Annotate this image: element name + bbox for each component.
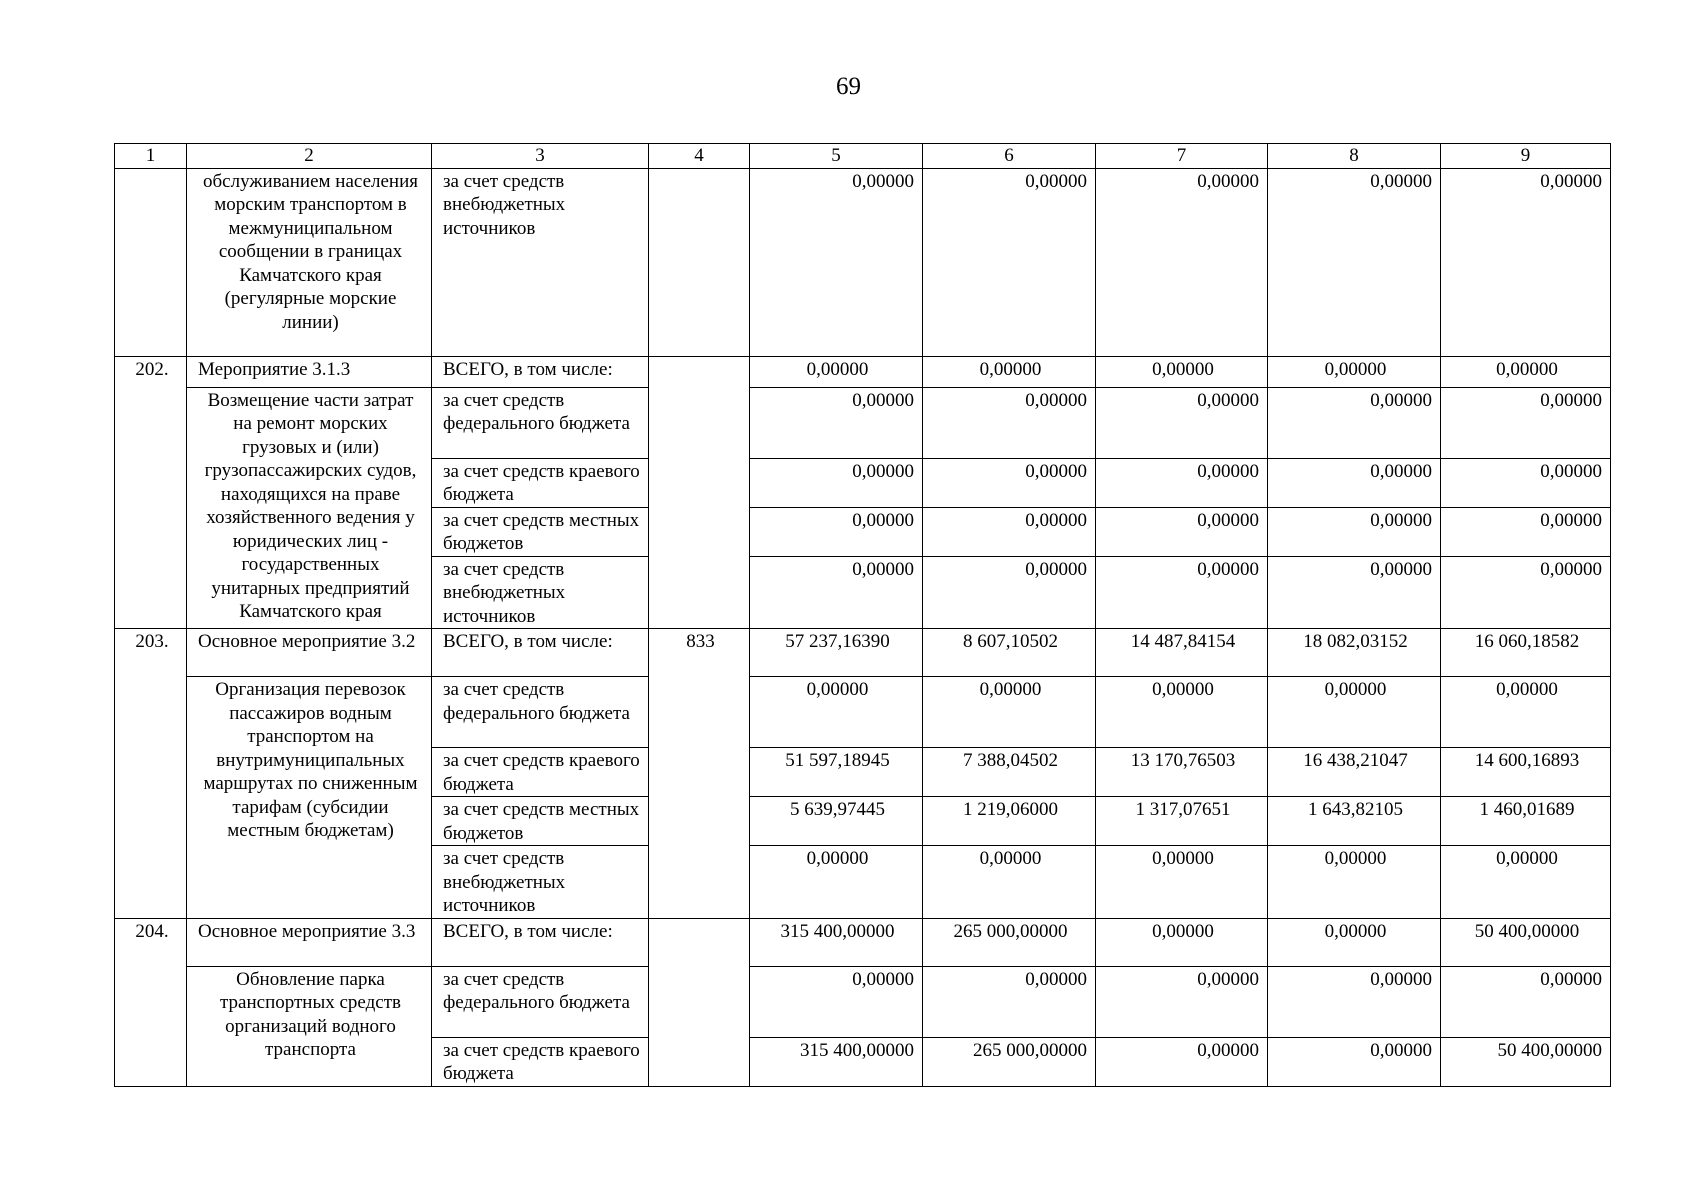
- activity-description: Обновление парка транспортных средств организаций водного транспорта: [187, 966, 432, 1086]
- table-row: [115, 168, 1611, 356]
- value-cell: 0,00000: [750, 507, 923, 556]
- row-number: 204.: [115, 918, 187, 1086]
- column-header: 7: [1096, 144, 1268, 169]
- table-row: [115, 677, 1611, 748]
- value-cell: 315 400,00000: [750, 918, 923, 966]
- activity-title: Мероприятие 3.1.3: [187, 356, 432, 387]
- value-cell: 1 317,07651: [1096, 797, 1268, 846]
- activity-description: Возмещение части затрат на ремонт морских грузовых и (или) грузопассажирских судов, находящихся на праве хозяйственного ведения у юридических лиц - государственных унитарных предприятий Камчатского края: [187, 387, 432, 629]
- activity-title: Основное мероприятие 3.3: [187, 918, 432, 966]
- value-cell: 0,00000: [1441, 168, 1611, 356]
- table-row: [115, 387, 1611, 458]
- value-cell: 0,00000: [923, 168, 1096, 356]
- table-row: [115, 918, 1611, 966]
- value-cell: 0,00000: [1268, 1037, 1441, 1086]
- value-cell: 0,00000: [750, 966, 923, 1037]
- value-cell: 7 388,04502: [923, 748, 1096, 797]
- value-cell: 0,00000: [1268, 846, 1441, 919]
- value-cell: 0,00000: [1096, 168, 1268, 356]
- table-row: [115, 966, 1611, 1037]
- activity-description: Организация перевозок пассажиров водным транспортом на внутримуниципальных маршрутах по сниженным тарифам (субсидии местным бюджетам): [187, 677, 432, 919]
- value-cell: 0,00000: [1096, 507, 1268, 556]
- column-header: 4: [649, 144, 750, 169]
- value-cell: 0,00000: [1441, 507, 1611, 556]
- value-cell: 265 000,00000: [923, 1037, 1096, 1086]
- value-cell: 0,00000: [1096, 677, 1268, 748]
- funding-source: за счет средств местных бюджетов: [432, 507, 649, 556]
- value-cell: 0,00000: [1268, 458, 1441, 507]
- funding-source: за счет средств краевого бюджета: [432, 748, 649, 797]
- funding-source: за счет средств внебюджетных источников: [432, 846, 649, 919]
- value-cell: 51 597,18945: [750, 748, 923, 797]
- funding-source: за счет средств внебюджетных источников: [432, 556, 649, 629]
- value-cell: 0,00000: [923, 387, 1096, 458]
- row-number: 203.: [115, 629, 187, 919]
- code-cell: [649, 356, 750, 629]
- value-cell: 1 460,01689: [1441, 797, 1611, 846]
- value-cell: 0,00000: [1096, 918, 1268, 966]
- value-cell: 14 600,16893: [1441, 748, 1611, 797]
- value-cell: 0,00000: [923, 846, 1096, 919]
- value-cell: 0,00000: [1441, 387, 1611, 458]
- value-cell: 0,00000: [1441, 556, 1611, 629]
- value-cell: 1 643,82105: [1268, 797, 1441, 846]
- value-cell: 1 219,06000: [923, 797, 1096, 846]
- value-cell: 5 639,97445: [750, 797, 923, 846]
- value-cell: 265 000,00000: [923, 918, 1096, 966]
- value-cell: 0,00000: [750, 168, 923, 356]
- column-header: 2: [187, 144, 432, 169]
- column-header-row: [115, 144, 1611, 169]
- value-cell: 14 487,84154: [1096, 629, 1268, 677]
- table-row: [115, 629, 1611, 677]
- value-cell: 50 400,00000: [1441, 918, 1611, 966]
- value-cell: 16 438,21047: [1268, 748, 1441, 797]
- value-cell: 0,00000: [1268, 168, 1441, 356]
- value-cell: 0,00000: [1268, 507, 1441, 556]
- value-cell: 0,00000: [923, 507, 1096, 556]
- value-cell: 0,00000: [923, 458, 1096, 507]
- code-cell: [649, 918, 750, 1086]
- column-header: 9: [1441, 144, 1611, 169]
- column-header: 6: [923, 144, 1096, 169]
- value-cell: 0,00000: [750, 677, 923, 748]
- value-cell: 0,00000: [1268, 556, 1441, 629]
- column-header: 8: [1268, 144, 1441, 169]
- value-cell: 18 082,03152: [1268, 629, 1441, 677]
- value-cell: 315 400,00000: [750, 1037, 923, 1086]
- value-cell: 0,00000: [1096, 458, 1268, 507]
- value-cell: 57 237,16390: [750, 629, 923, 677]
- funding-source: за счет средств местных бюджетов: [432, 797, 649, 846]
- value-cell: 0,00000: [750, 846, 923, 919]
- value-cell: 13 170,76503: [1096, 748, 1268, 797]
- total-label: ВСЕГО, в том числе:: [432, 918, 649, 966]
- value-cell: 0,00000: [1268, 966, 1441, 1037]
- total-label: ВСЕГО, в том числе:: [432, 356, 649, 387]
- funding-source: за счет средств федерального бюджета: [432, 387, 649, 458]
- funding-source: за счет средств внебюджетных источников: [432, 168, 649, 356]
- code-cell: [649, 168, 750, 356]
- funding-source: за счет средств федерального бюджета: [432, 966, 649, 1037]
- value-cell: 0,00000: [1268, 918, 1441, 966]
- funding-source: за счет средств краевого бюджета: [432, 458, 649, 507]
- value-cell: 16 060,18582: [1441, 629, 1611, 677]
- column-header: 5: [750, 144, 923, 169]
- activity-description: обслуживанием населения морским транспортом в межмуниципальном сообщении в границах Камчатского края (регулярные морские линии): [187, 168, 432, 356]
- value-cell: 0,00000: [923, 966, 1096, 1037]
- value-cell: 0,00000: [1441, 846, 1611, 919]
- code-cell: 833: [649, 629, 750, 919]
- value-cell: 0,00000: [1096, 966, 1268, 1037]
- page-number: 69: [836, 73, 861, 100]
- value-cell: 0,00000: [1268, 387, 1441, 458]
- value-cell: 0,00000: [1268, 677, 1441, 748]
- budget-table: [114, 143, 1611, 1087]
- value-cell: 0,00000: [750, 356, 923, 387]
- value-cell: 0,00000: [1096, 387, 1268, 458]
- value-cell: 0,00000: [1441, 966, 1611, 1037]
- funding-source: за счет средств краевого бюджета: [432, 1037, 649, 1086]
- row-number-cell: [115, 168, 187, 356]
- funding-source: за счет средств федерального бюджета: [432, 677, 649, 748]
- activity-title: Основное мероприятие 3.2: [187, 629, 432, 677]
- value-cell: 0,00000: [1096, 1037, 1268, 1086]
- value-cell: 0,00000: [1096, 356, 1268, 387]
- value-cell: 0,00000: [750, 387, 923, 458]
- value-cell: 0,00000: [1441, 458, 1611, 507]
- value-cell: 0,00000: [750, 458, 923, 507]
- value-cell: 0,00000: [1096, 556, 1268, 629]
- row-number: 202.: [115, 356, 187, 629]
- column-header: 3: [432, 144, 649, 169]
- value-cell: 0,00000: [1441, 677, 1611, 748]
- value-cell: 0,00000: [750, 556, 923, 629]
- value-cell: 0,00000: [1268, 356, 1441, 387]
- value-cell: 0,00000: [923, 356, 1096, 387]
- column-header: 1: [115, 144, 187, 169]
- value-cell: 50 400,00000: [1441, 1037, 1611, 1086]
- value-cell: 0,00000: [923, 677, 1096, 748]
- table-row: [115, 356, 1611, 387]
- total-label: ВСЕГО, в том числе:: [432, 629, 649, 677]
- value-cell: 0,00000: [1441, 356, 1611, 387]
- value-cell: 0,00000: [1096, 846, 1268, 919]
- value-cell: 8 607,10502: [923, 629, 1096, 677]
- value-cell: 0,00000: [923, 556, 1096, 629]
